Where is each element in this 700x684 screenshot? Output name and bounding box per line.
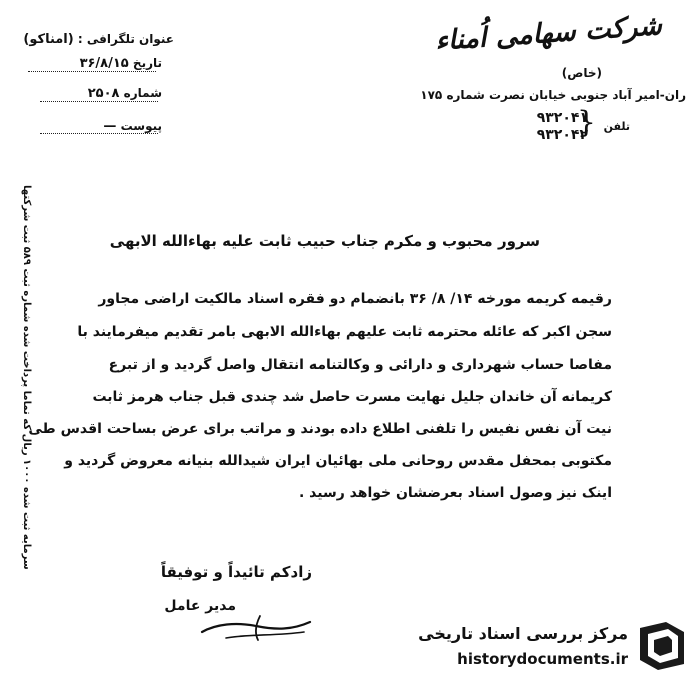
telegraph-label: عنوان تلگرافی : — [77, 32, 174, 46]
salutation: سرور محبوب و مکرم جناب حبیب ثابت علیه بهاءالله الابهی — [109, 232, 540, 250]
attachment-field — [99, 119, 162, 134]
company-address: ران-امیر آباد جنوبی خیابان نصرت شماره ۱۷۵ — [420, 88, 686, 102]
body-line: مفاصا حساب شهرداری و دارائی و وکالتنامه انتقال واصل گردید و از تبرع — [108, 357, 612, 373]
body-line-last: اینک نیز وصول اسناد بعرضشان خواهد رسید . — [298, 485, 612, 501]
company-name: شرکت سهامی اُمناء — [434, 10, 663, 57]
body-line: سجن اکبر که عائله محترمه ثابت علیهم بهاءالله الابهی بامر تقدیم میفرمایند با — [77, 324, 612, 340]
attachment-dotted-line — [40, 133, 158, 134]
number-label: شماره — [123, 86, 162, 100]
company-type: (خاص) — [561, 66, 602, 80]
body-line: کریمانه آن خاندان جلیل نهایت مسرت حاصل شد چندی قبل جناب هرمز ثابت — [92, 389, 612, 405]
date-dotted-line — [28, 71, 156, 72]
date-field — [76, 56, 162, 71]
number-value: ۲۵۰۸ — [87, 86, 120, 101]
date-value: ۳۶/۸/۱۵ — [79, 56, 129, 71]
margin-note: سرمایه ثبت شده ۱۰۰۰ ریال که تماما پرداخت شده شماره ثبت ۵۸۹ ثبت شرکتها — [21, 185, 32, 570]
archive-watermark — [400, 618, 690, 676]
attachment-value: — — [103, 119, 117, 134]
body-line: رقیمه کریمه مورخه ۱۴/ ۸/ ۳۶ بانضمام دو فقره اسناد مالکیت اراضی مجاور — [98, 291, 612, 307]
telegraph-address — [19, 32, 174, 47]
archive-logo-icon — [634, 618, 690, 674]
watermark-title: مرکز بررسی اسناد تاریخی — [418, 624, 628, 643]
closing-phrase: زادکم تائیداً و توفیقاً — [160, 563, 312, 581]
body-line: نیت آن نفس نفیس را تلفنی اطلاع داده بودند و مراتب برای عرض بساحت اقدس طی — [28, 421, 612, 437]
watermark-url: historydocuments.ir — [457, 650, 628, 668]
attachment-label: پیوست — [120, 119, 162, 133]
telegraph-value: (امناکو) — [23, 32, 74, 47]
signature-title: مدیر عامل — [164, 598, 236, 614]
handwritten-signature — [196, 612, 316, 648]
number-dotted-line — [40, 101, 158, 102]
number-field — [84, 86, 162, 101]
phone-number: ۹۳۲۰۴۱ — [536, 110, 588, 126]
phone-brace: { — [576, 105, 596, 140]
date-label: تاریخ — [132, 56, 162, 70]
body-line: مکتوبی بمحفل مقدس روحانی ملی بهائیان ایران شیدالله بنیانه معروض گردید و — [64, 453, 612, 469]
phone-number: ۹۳۲۰۴۲ — [536, 127, 588, 143]
phone-label: تلفن — [603, 120, 630, 133]
